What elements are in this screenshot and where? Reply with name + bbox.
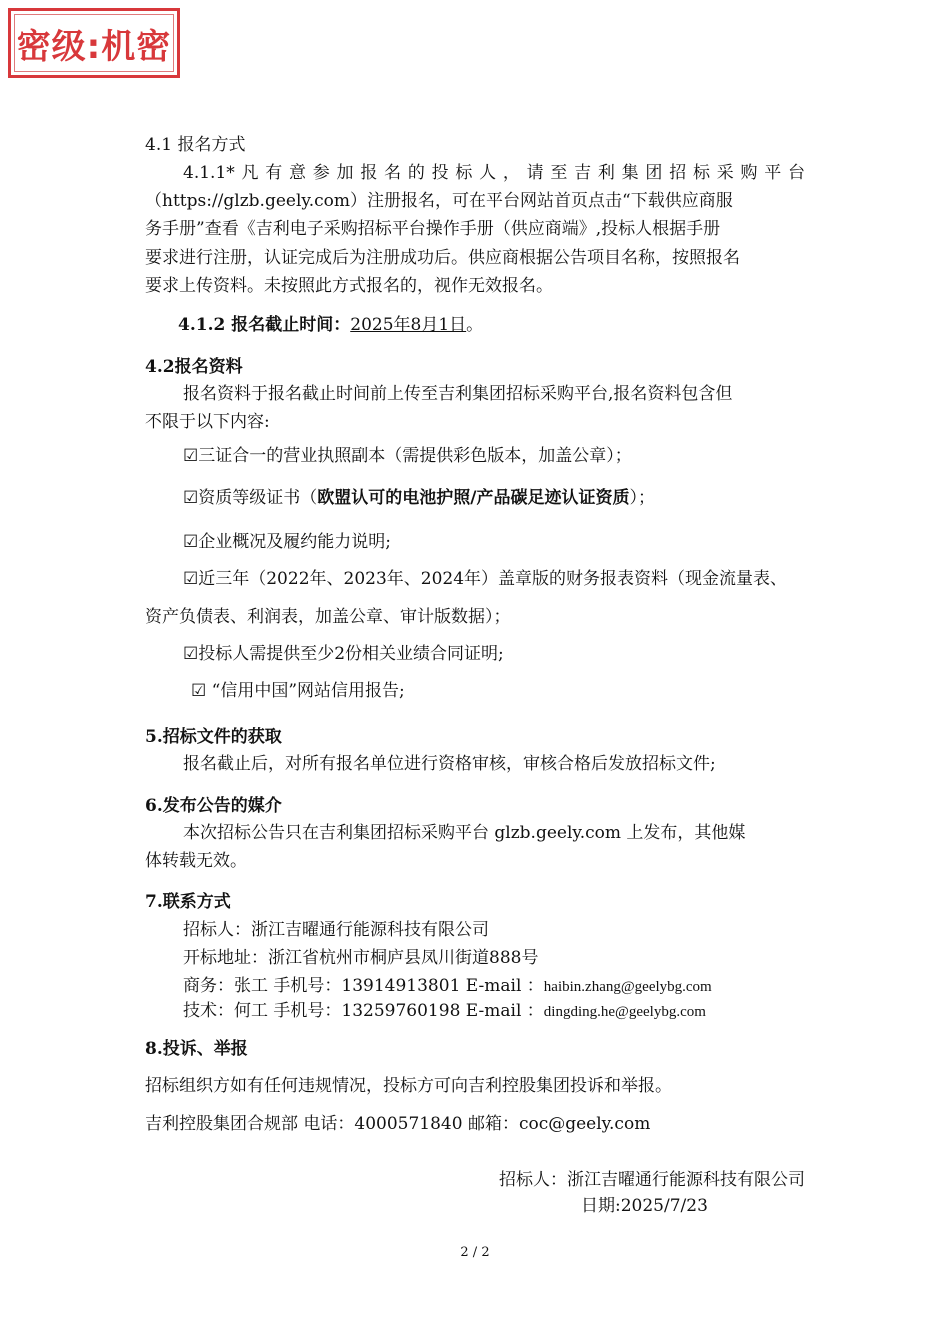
s41-p1-line5: 要求上传资料。未按照此方式报名的，视作无效报名。 (145, 276, 553, 296)
checklist-item: ☑投标人需提供至少2份相关业绩合同证明; (183, 644, 504, 664)
deadline-label: 4.1.2 报名截止时间： (178, 315, 351, 335)
stamp-inner-border (14, 14, 174, 72)
checklist-item-continuation: 资产负债表、利润表，加盖公章、审计版数据）； (145, 607, 511, 627)
s41-p1-line4: 要求进行注册，认证完成后为注册成功后。供应商根据公告项目名称，按照报名 (145, 248, 740, 268)
deadline-line (178, 313, 483, 337)
item2-bold-text: 欧盟认可的电池护照/产品碳足迹认证资质 (317, 488, 630, 508)
checklist-item (183, 486, 655, 510)
s8-line2: 吉利控股集团合规部 电话：4000571840 邮箱：coc@geely.com (145, 1114, 651, 1134)
deadline-end: 。 (466, 315, 484, 335)
s41-p1-line3: 务手册”查看《吉利电子采购招标平台操作手册（供应商端》,投标人根据手册 (145, 219, 721, 239)
tech-contact-text: 技术：何工 手机号：13259760198 E-mail ： (183, 1001, 544, 1021)
section-6-heading: 6.发布公告的媒介 (145, 796, 282, 816)
footer-signer: 招标人：浙江吉曜通行能源科技有限公司 (499, 1170, 805, 1190)
checklist-item: ☑企业概况及履约能力说明; (183, 532, 391, 552)
s41-p1-line2: （https://glzb.geely.com）注册报名，可在平台网站首页点击“下载供应商服 (145, 191, 733, 211)
s41-p1-line1: 4.1.1*凡有意参加报名的投标人，请至吉利集团招标采购平台 (183, 163, 805, 183)
business-email: haibin.zhang@geelybg.com (543, 979, 712, 995)
tech-email: dingding.he@geelybg.com (543, 1004, 706, 1020)
section-8-heading: 8.投诉、举报 (145, 1039, 248, 1059)
confidential-stamp (8, 8, 180, 78)
section-4-1-heading: 4.1 报名方式 (145, 135, 246, 155)
deadline-value: 2025年8月1日 (350, 315, 467, 335)
s6-line2: 体转载无效。 (145, 851, 247, 871)
s7-address: 开标地址：浙江省杭州市桐庐县凤川街道888号 (183, 948, 539, 968)
s5-body: 报名截止后，对所有报名单位进行资格审核，审核合格后发放招标文件; (183, 754, 716, 774)
checklist-item: ☑三证合一的营业执照副本（需提供彩色版本，加盖公章）； (183, 446, 632, 466)
checklist-item: ☑近三年（2022年、2023年、2024年）盖章版的财务报表资料（现金流量表、 (183, 569, 788, 589)
s7-tech-contact (183, 999, 706, 1024)
section-7-heading: 7.联系方式 (145, 892, 231, 912)
s8-line1: 招标组织方如有任何违规情况，投标方可向吉利控股集团投诉和举报。 (145, 1076, 672, 1096)
item2-prefix: ☑资质等级证书（ (183, 488, 318, 508)
item2-suffix: ）； (629, 488, 655, 508)
s7-business-contact (183, 974, 712, 999)
footer-date: 日期:2025/7/23 (581, 1196, 708, 1216)
checklist-item: ☑ “信用中国”网站信用报告; (191, 681, 405, 701)
s42-intro-line1: 报名资料于报名截止时间前上传至吉利集团招标采购平台,报名资料包含但 (183, 384, 733, 404)
s42-intro-line2: 不限于以下内容: (145, 412, 270, 432)
s6-line1: 本次招标公告只在吉利集团招标采购平台 glzb.geely.com 上发布，其他媒 (183, 823, 746, 843)
s7-tenderer: 招标人：浙江吉曜通行能源科技有限公司 (183, 920, 489, 940)
business-contact-text: 商务：张工 手机号：13914913801 E-mail ： (183, 976, 544, 996)
page-number: 2 / 2 (460, 1245, 490, 1260)
stamp-text: 密级:机密 (16, 26, 172, 67)
section-4-2-heading: 4.2报名资料 (145, 357, 243, 377)
section-5-heading: 5.招标文件的获取 (145, 727, 282, 747)
